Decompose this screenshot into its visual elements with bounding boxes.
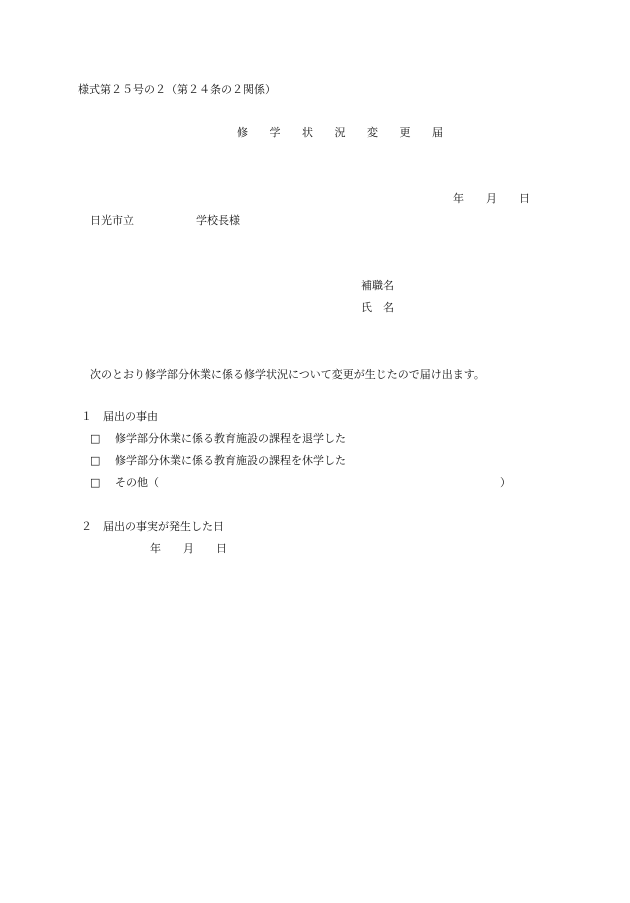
occurrence-date: 年 月 日	[150, 542, 227, 555]
addressee-school: 学校長様	[196, 214, 240, 227]
section1-heading: １ 届出の事由	[81, 410, 158, 423]
checkbox-other[interactable]: □	[90, 476, 101, 489]
option-withdrawal-label: 修学部分休業に係る教育施設の課程を退学した	[115, 432, 346, 445]
option-other-label: その他（	[115, 476, 159, 489]
addressee-city: 日光市立	[90, 214, 134, 227]
option-leave-label: 修学部分休業に係る教育施設の課程を休学した	[115, 454, 346, 467]
intro-sentence: 次のとおり修学部分休業に係る修学状況について変更が生じたので届け出ます。	[90, 368, 485, 381]
guardian-label: 補職名	[361, 279, 394, 292]
name-label: 氏 名	[361, 301, 394, 314]
document-title: 修 学 状 況 変 更 届	[237, 126, 452, 139]
submission-date: 年 月 日	[453, 192, 530, 205]
form-number: 様式第２５号の２（第２４条の２関係）	[78, 83, 276, 96]
checkbox-leave[interactable]: □	[90, 454, 101, 467]
option-other-close: ）	[500, 476, 511, 489]
section2-heading: ２ 届出の事実が発生した日	[81, 520, 224, 533]
checkbox-withdrawal[interactable]: □	[90, 432, 101, 445]
